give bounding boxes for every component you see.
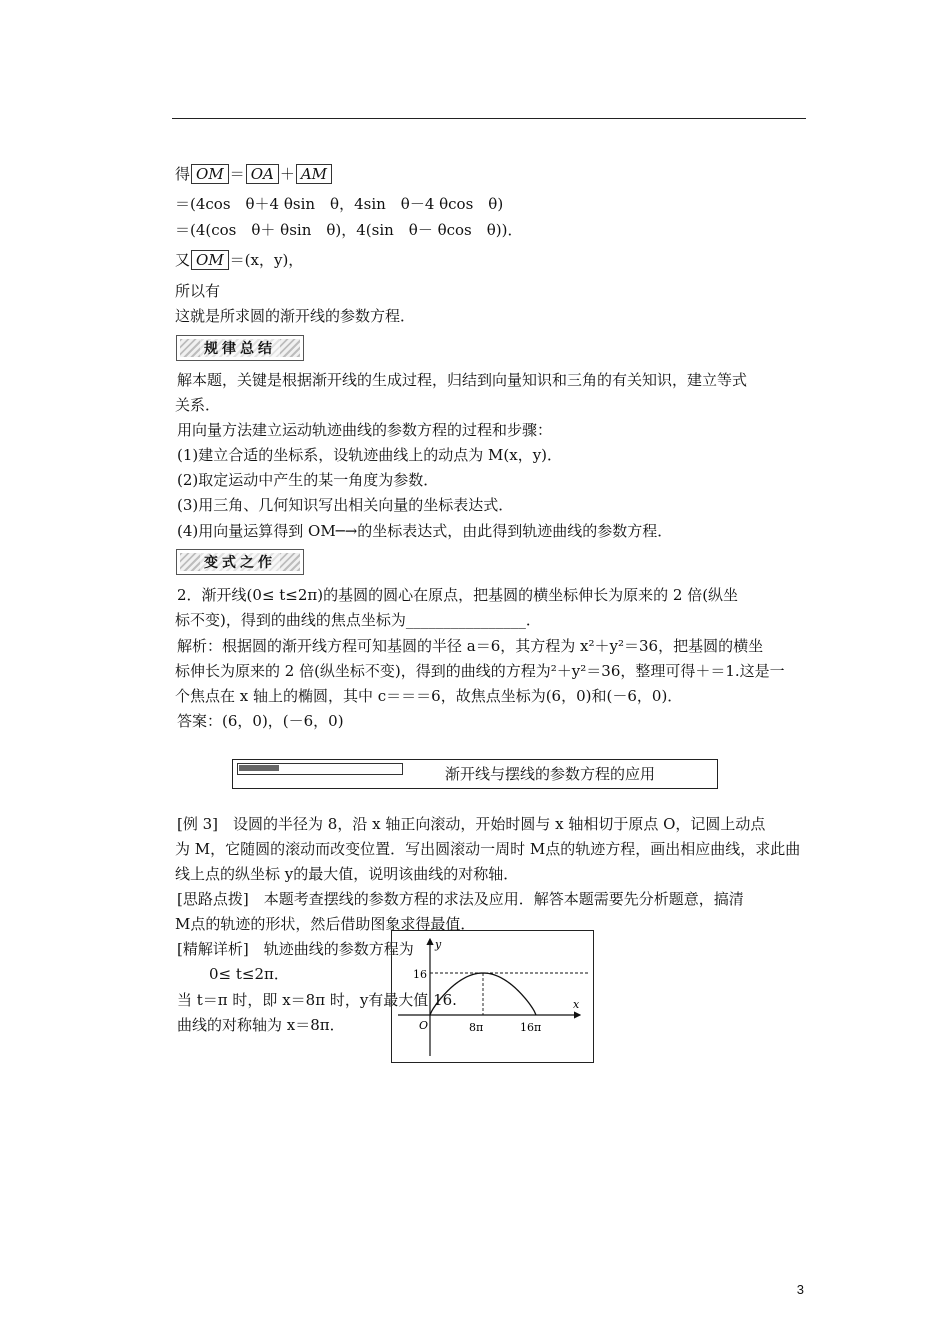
variant-header-badge [176,549,304,575]
page-number: 3 [796,1282,804,1297]
x-tick-8pi: 8π [469,1021,484,1034]
hint-line-1: [思路点拨] 本题考查摆线的参数方程的求法及应用．解答本题需要先分析题意，搞清 [177,890,744,908]
origin-label: O [419,1019,429,1032]
vector-om-box: OM [191,164,229,184]
header-rule [172,118,806,119]
example-line-3: 线上点的纵坐标 y的最大值，说明该曲线的对称轴． [175,865,519,883]
variant-analysis-1: 解析：根据圆的渐开线方程可知基圆的半径 a＝6，其方程为 x²＋y²＝36，把基圆的横坐 [177,637,764,655]
y-axis-label: y [435,938,442,951]
section-title-box [232,759,718,789]
detail-line-3: 当 t＝π 时，即 x＝8π 时，y有最大值 16. [177,991,457,1009]
vector-am-box: AM [296,164,332,184]
section-title: 渐开线与摆线的参数方程的应用 [445,765,656,783]
derivation-line-2: ＝(4cos θ＋4 θsin θ，4sin θ－4 θcos θ) [175,195,504,213]
derivation-line-4: 又 OM ＝(x，y)， [175,251,304,269]
summary-step-1: (1)建立合适的坐标系，设轨迹曲线上的动点为 M(x，y)． [177,446,563,464]
derivation-line-1: 得 OM ＝ OA ＋ AM [175,164,333,184]
section-tag [237,763,403,775]
variant-header-text: 变式之作 [200,552,280,572]
summary-step-3: (3)用三角、几何知识写出相关向量的坐标表达式． [177,496,514,514]
summary-header-badge [176,335,304,361]
derivation-line-5: 所以有 [175,282,221,300]
x-axis-label: x [573,998,580,1011]
example-line-1: [例 3] 设圆的半径为 8，沿 x 轴正向滚动，开始时圆与 x 轴相切于原点 O，记圆上动点 [177,815,766,833]
variant-question-1: 2．渐开线(0≤ t≤2π)的基圆的圆心在原点，把基圆的横坐标伸长为原来的 2 倍(纵坐 [177,586,739,604]
derivation-line-3: ＝(4(cos θ＋ θsin θ)，4(sin θ－ θcos θ))． [175,221,523,239]
variant-analysis-3: 个焦点在 x 轴上的椭圆，其中 c＝＝＝6，故焦点坐标为(6，0)和(－6，0)． [175,687,683,705]
example-line-2: 为 M，它随圆的滚动而改变位置．写出圆滚动一周时 M点的轨迹方程，画出相应曲线，求此曲 [175,840,801,858]
summary-header-text: 规律总结 [200,338,280,358]
summary-paragraph-2: 用向量方法建立运动轨迹曲线的参数方程的过程和步骤： [177,421,553,439]
summary-paragraph-1b: 关系． [175,396,221,414]
variant-answer: 答案：(6，0)，(－6，0) [177,712,344,730]
detail-line-1: [精解详析] 轨迹曲线的参数方程为 [177,940,414,958]
vector-om-box-2: OM [191,250,229,270]
cycloid-graph [391,930,594,1063]
variant-question-2: 标不变)，得到的曲线的焦点坐标为________________． [175,611,541,629]
vector-oa-box: OA [246,164,279,184]
summary-paragraph-1a: 解本题，关键是根据渐开线的生成过程，归结到向量知识和三角的有关知识，建立等式 [177,371,748,389]
hint-line-2: M点的轨迹的形状，然后借助图象求得最值． [175,915,476,933]
summary-step-2: (2)取定运动中产生的某一角度为参数． [177,471,439,489]
variant-analysis-2: 标伸长为原来的 2 倍(纵坐标不变)，得到的曲线的方程为²＋y²＝36，整理可得＋＝1.这是一 [175,662,785,680]
y-tick-16: 16 [413,968,427,981]
cycloid-plot [392,931,593,1062]
detail-line-2: 0≤ t≤2π． [209,965,289,983]
derivation-line-6: 这就是所求圆的渐开线的参数方程． [175,307,416,325]
summary-step-4: (4)用向量运算得到 OM─→的坐标表达式，由此得到轨迹曲线的参数方程． [177,522,673,540]
x-tick-16pi: 16π [520,1021,542,1034]
detail-line-4: 曲线的对称轴为 x＝8π． [177,1016,345,1034]
